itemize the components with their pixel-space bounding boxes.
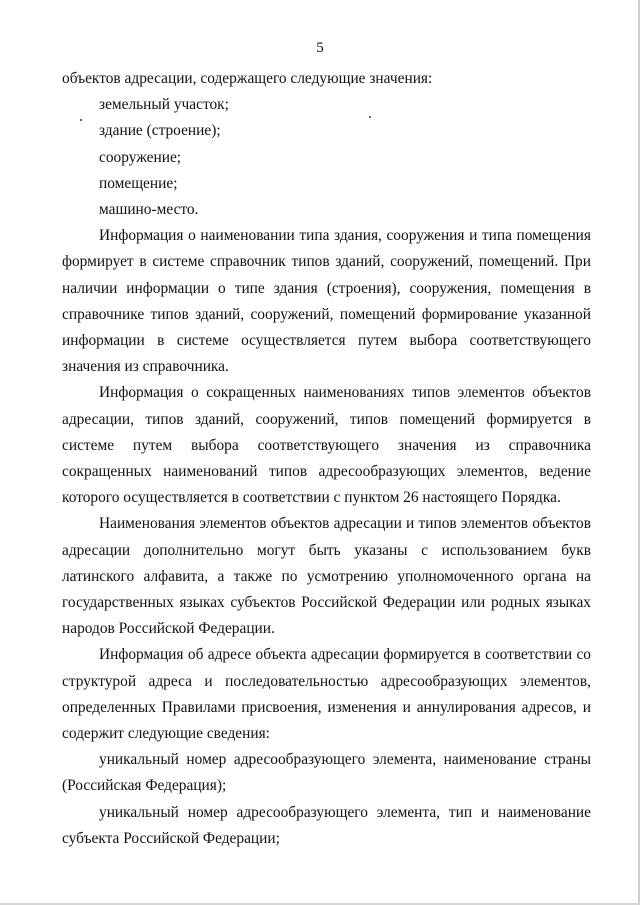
list-item-building: здание (строение); [99, 122, 221, 140]
paragraph-continuation: объектов адресации, содержащего следующие значения: [62, 70, 433, 87]
list-item-parking-space: машино-место. [99, 201, 199, 219]
paragraph-address-structure: Информация об адресе объекта адресации формируется в соответствии со структурой адреса и последовательностью адресообразующих элементов, определенных Правилами присвоения, изменения и аннулирования адресов, и содержит следующие сведения: [62, 646, 591, 743]
paragraph-abbreviations: Информация о сокращенных наименованиях типов элементов объектов адресации, типов зданий, сооружений, типов помещений формируется в системе путем выбора соответствующего значения из справочника сокращенных наименований типов адресообразующих элементов, ведение которого осуществляется в соответствии с пунктом 26 настоящего Порядка. [62, 384, 591, 507]
paragraph-building-types: Информация о наименовании типа здания, сооружения и типа помещения формирует в системе справочник типов зданий, сооружений, помещений. При наличии информации о типе здания (строения), сооружения, помещения в справочнике типов зданий, сооружений, помещений формирование указанной информации в системе осуществляется путем выбора соответствующего значения из справочника. [62, 227, 591, 376]
document-body [62, 66, 591, 852]
list-item-land-plot: земельный участок; [99, 96, 229, 114]
paragraph-region-element: уникальный номер адресообразующего элемента, тип и наименование субъекта Российской Федерации; [62, 803, 591, 847]
paragraph-country-element: уникальный номер адресообразующего элемента, наименование страны (Российская Федерация); [62, 751, 591, 795]
list-item-structure: сооружение; [99, 148, 182, 166]
page-number: 5 [316, 40, 324, 56]
paragraph-latin-names: Наименования элементов объектов адресации и типов элементов объектов адресации дополнительно могут быть указаны с использованием букв латинского алфавита, а также по усмотрению уполномоченного органа на государственных языках субъектов Российской Федерации или родных языках народов Российской Федерации. [62, 515, 591, 638]
list-item-premises: помещение; [99, 174, 178, 192]
